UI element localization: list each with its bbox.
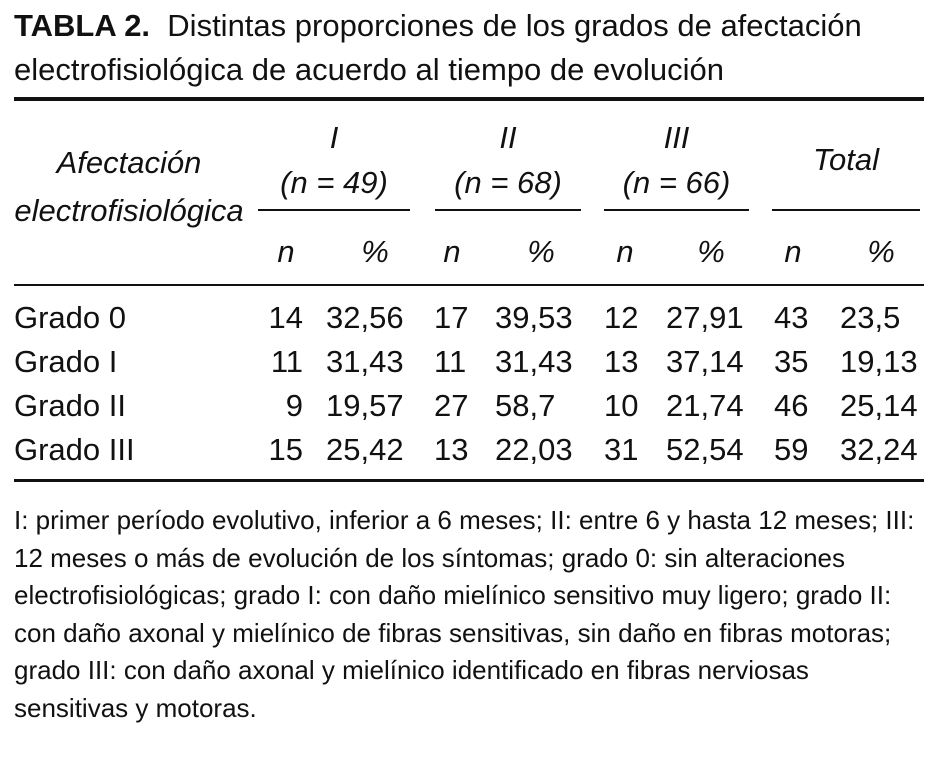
table-title: Distintas proporciones de los grados de afectación electrofisiológica de acuerdo al tiempo de evolución	[14, 8, 862, 87]
cell-n-III: 13	[604, 344, 639, 379]
group-header-total: Total	[812, 142, 880, 177]
cell-pct-total: 23,5	[840, 300, 901, 335]
sub-n-total: n	[784, 234, 802, 269]
cell-pct-III: 37,14	[666, 344, 744, 379]
cell-n-II: 27	[434, 388, 469, 423]
sub-n-III: n	[616, 234, 634, 269]
sub-pct-II: %	[527, 234, 555, 269]
cell-n-I: 15	[268, 432, 303, 467]
row-label: Grado 0	[14, 300, 127, 335]
cell-pct-I: 32,56	[326, 300, 404, 335]
group-n-III: (n = 66)	[622, 165, 731, 200]
row-label: Grado II	[14, 388, 126, 423]
cell-pct-total: 25,14	[840, 388, 918, 423]
group-header-II: II	[499, 120, 517, 155]
cell-pct-III: 21,74	[666, 388, 744, 423]
cell-n-I: 14	[268, 300, 303, 335]
row-label: Grado I	[14, 344, 118, 379]
cell-pct-II: 39,53	[495, 300, 573, 335]
cell-n-III: 12	[604, 300, 639, 335]
cell-pct-III: 27,91	[666, 300, 744, 335]
cell-n-total: 46	[774, 388, 809, 423]
sub-pct-I: %	[361, 234, 389, 269]
sub-pct-III: %	[697, 234, 725, 269]
cell-pct-II: 31,43	[495, 344, 573, 379]
cell-pct-I: 19,57	[326, 388, 404, 423]
top-rule	[14, 97, 924, 101]
cell-n-I: 11	[270, 344, 303, 379]
group-rule-total	[772, 209, 920, 211]
cell-pct-total: 32,24	[840, 432, 918, 467]
group-n-II: (n = 68)	[454, 165, 562, 200]
sub-pct-total: %	[867, 234, 895, 269]
group-n-I: (n = 49)	[280, 165, 388, 200]
cell-n-total: 43	[774, 300, 809, 335]
cell-pct-I: 31,43	[326, 344, 404, 379]
sub-n-I: n	[277, 234, 295, 269]
group-rule-2	[435, 209, 581, 211]
sub-n-II: n	[443, 234, 461, 269]
row-label: Grado III	[14, 432, 135, 467]
table-bottom-rule	[14, 479, 924, 482]
cell-pct-total: 19,13	[840, 344, 918, 379]
table-caption	[14, 4, 924, 92]
cell-pct-II: 58,7	[495, 388, 556, 423]
header-bottom-rule	[14, 284, 924, 286]
cell-n-I: 9	[285, 388, 303, 423]
cell-n-II: 13	[434, 432, 469, 467]
cell-n-II: 11	[434, 344, 467, 379]
cell-pct-III: 52,54	[666, 432, 744, 467]
table-label: TABLA 2.	[14, 8, 151, 43]
cell-n-II: 17	[434, 300, 469, 335]
cell-n-total: 59	[774, 432, 809, 467]
cell-pct-II: 22,03	[495, 432, 573, 467]
cell-n-total: 35	[774, 344, 809, 379]
row-header-line1: Afectación	[56, 145, 202, 180]
group-rule-1	[258, 209, 410, 211]
group-rule-3	[604, 209, 749, 211]
cell-pct-I: 25,42	[326, 432, 404, 467]
cell-n-III: 31	[604, 432, 639, 467]
group-header-III: III	[663, 120, 690, 155]
row-header-line2: electrofisiológica	[14, 193, 244, 228]
group-header-I: I	[329, 120, 339, 155]
table-footnote: I: primer período evolutivo, inferior a 6 meses; II: entre 6 y hasta 12 meses; III: 12 meses o más de evolución de los síntomas; grado 0: sin alteraciones electrofisiológicas; grado I: con daño mielínico sensitivo muy ligero; grado II: con daño axonal y mielínico de fibras sensitivas, sin daño en fibras motoras; grado III: con daño axonal y mielínico identificado en fibras nerviosas sensitivas y motoras.	[14, 505, 915, 723]
cell-n-III: 10	[604, 388, 639, 423]
